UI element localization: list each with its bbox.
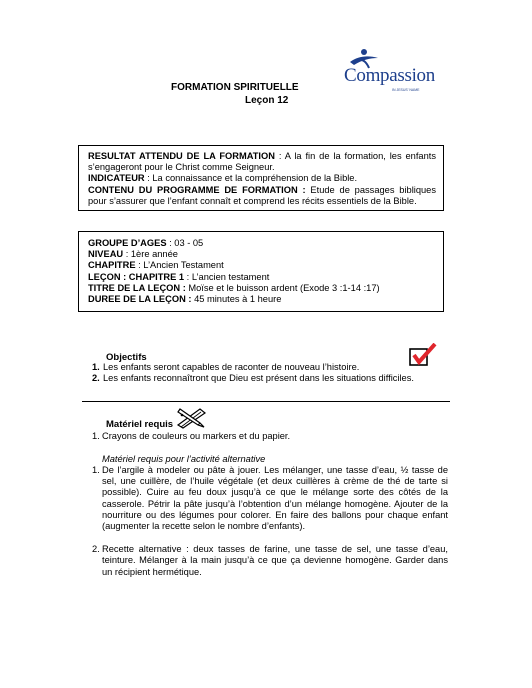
list-item: 1. De l’argile à modeler ou pâte à jouer. Les mélanger, une tasse d’eau, ½ tasse de sel, une cuillère, de l’huile végétale (et deux cuillères à crème de thé de tarte si possible). Cuire au feu doux jusqu’à ce que le mélange sorte des côtés de la casserole. Pétrir la pâte jusqu’à l’obtention d’un mélange homogène. Ajouter de la nourriture ou des légumes pour colorer. En faire des ballons pour chaque enfant (augmenter la recette selon le nombre d’enfants). [92, 465, 448, 532]
list-item: 1. Crayons de couleurs ou markers et du papier. [92, 431, 291, 441]
document-title: FORMATION SPIRITUELLE [171, 82, 299, 93]
training-goal-box [78, 145, 444, 211]
info-row-chapter: CHAPITRE : L’Ancien Testament [88, 260, 224, 271]
info-row-duration: DUREE DE LA LEÇON : 45 minutes à 1 heure [88, 294, 282, 305]
info-row-lesson: LEÇON : CHAPITRE 1 : L’ancien testament [88, 271, 270, 282]
alt-materials-list [92, 465, 448, 578]
objectives-list [92, 362, 448, 384]
pencil-ruler-icon [176, 405, 208, 429]
info-row-age: GROUPE D’AGES : 03 - 05 [88, 238, 204, 248]
expected-result: RESULTAT ATTENDU DE LA FORMATION : A la fin de la formation, les enfants s’engageront pour le Christ comme Seigneur. [88, 151, 436, 173]
logo-tagline: IN JESUS' NAME [392, 88, 420, 92]
list-item: 2. Recette alternative : deux tasses de farine, une tasse de sel, une tasse d’eau, teinture. Mélanger à la main jusqu’à ce que ça devienne homogène. Garder dans un récipient hermétique. [92, 544, 448, 577]
info-row-level: NIVEAU : 1ère année [88, 249, 178, 260]
objectives-heading: Objectifs [106, 352, 147, 363]
alt-materials-heading: Matériel requis pour l’activité alternative [102, 454, 266, 464]
list-item: 1. Les enfants seront capables de raconter de nouveau l’histoire. [92, 362, 360, 372]
materials-heading: Matériel requis [106, 419, 174, 430]
materials-list [92, 431, 448, 442]
logo-wordmark: Compassion [344, 65, 435, 86]
list-item: 2. Les enfants reconnaîtront que Dieu est présent dans les situations difficiles. [92, 373, 414, 384]
lesson-number: Leçon 12 [245, 95, 289, 106]
compassion-logo [340, 48, 435, 98]
program-content: CONTENU DU PROGRAMME DE FORMATION : Etude de passages bibliques pour s’assurer que l’enfant connaît et comprend les récits essentiels de la Bible. [88, 184, 436, 206]
divider [82, 401, 450, 402]
lesson-info-box [78, 231, 444, 312]
info-row-title: TITRE DE LA LEÇON : Moïse et le buisson ardent (Exode 3 :1-14 :17) [88, 282, 380, 293]
indicator: INDICATEUR : La connaissance et la compréhension de la Bible. [88, 173, 358, 184]
